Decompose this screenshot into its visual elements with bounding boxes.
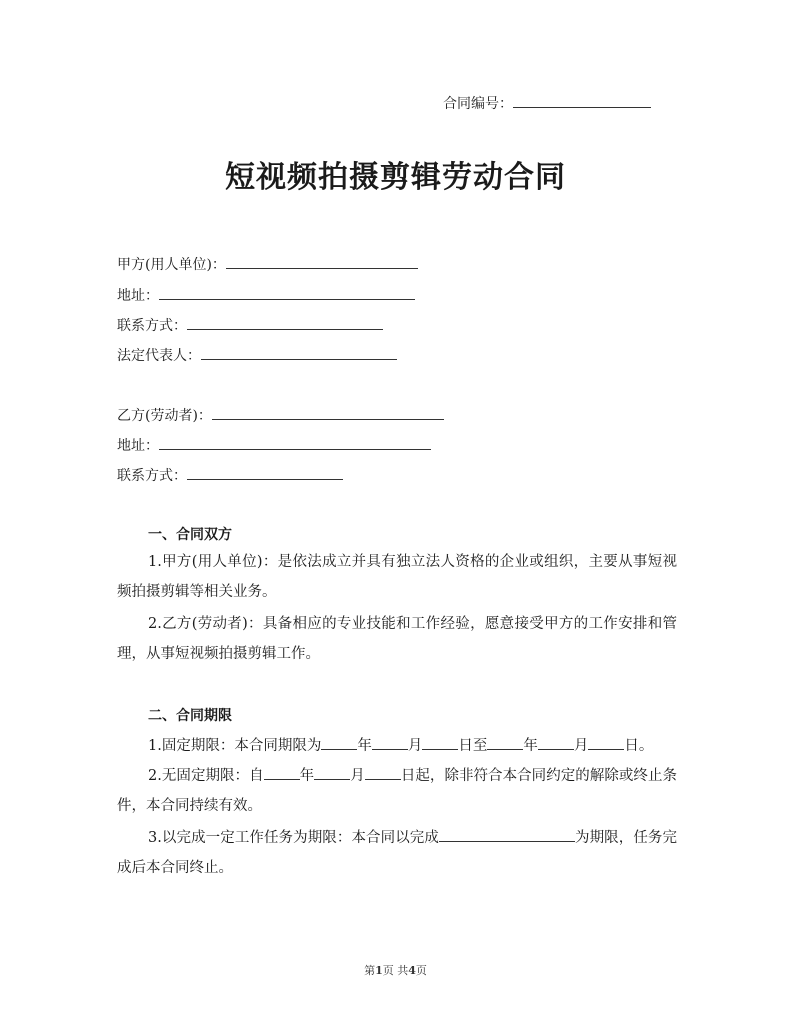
section-2-paragraph-3 [117, 823, 677, 883]
section-1-heading: 一、合同双方 [148, 527, 232, 543]
blank [487, 733, 523, 750]
party-a-address-blank [159, 285, 415, 300]
text: 年 [357, 738, 372, 754]
blank [372, 733, 408, 750]
party-a-contact-blank [187, 315, 383, 330]
footer-text: 页 [415, 964, 427, 977]
text: 2.无固定期限：自 [148, 768, 264, 784]
section-1-paragraph-2: 2.乙方(劳动者)：具备相应的专业技能和工作经验，愿意接受甲方的工作安排和管理，从事短视频拍摄剪辑工作。 [117, 616, 677, 662]
party-b-contact-blank [187, 465, 343, 480]
total-pages: 4 [408, 964, 416, 977]
text: 月 [407, 738, 423, 754]
party-a-rep-blank [201, 345, 397, 360]
text: 日至 [458, 738, 488, 754]
party-a-name-label: 甲方(用人单位)： [117, 257, 226, 273]
text: 月 [350, 768, 365, 784]
party-b-contact-field [117, 465, 343, 486]
footer-text: 第 [364, 964, 376, 977]
party-a-rep-label: 法定代表人： [117, 348, 201, 364]
party-b-name-label: 乙方(劳动者)： [117, 408, 212, 424]
contract-number-label: 合同编号： [443, 96, 513, 112]
party-b-address-blank [159, 435, 431, 450]
blank [538, 733, 574, 750]
party-a-contact-field [117, 315, 383, 336]
party-b-address-label: 地址： [117, 438, 159, 454]
party-a-rep-field [117, 345, 397, 366]
section-2-heading: 二、合同期限 [148, 708, 232, 724]
blank [314, 763, 350, 780]
text: 1.固定期限：本合同期限为 [148, 738, 322, 754]
document-title: 短视频拍摄剪辑劳动合同 [225, 160, 566, 195]
section-2-paragraph-2 [117, 761, 677, 821]
blank [365, 763, 401, 780]
blank [588, 733, 624, 750]
blank [264, 763, 300, 780]
party-b-name-field [117, 405, 444, 426]
current-page: 1 [375, 964, 383, 977]
blank [321, 733, 357, 750]
party-b-contact-label: 联系方式： [117, 468, 187, 484]
footer-text: 页 共 [382, 964, 409, 977]
blank [439, 825, 575, 842]
section-2-paragraph-1 [117, 731, 677, 761]
text: 年 [523, 738, 538, 754]
contract-number [443, 93, 651, 113]
text: 年 [299, 768, 315, 784]
party-b-name-blank [212, 405, 444, 420]
party-a-address-field [117, 285, 415, 306]
text: 日。 [624, 738, 654, 754]
party-a-name-blank [226, 254, 418, 269]
text: 月 [573, 738, 589, 754]
party-a-contact-label: 联系方式： [117, 318, 187, 334]
party-a-address-label: 地址： [117, 288, 159, 304]
party-b-address-field [117, 435, 431, 456]
party-a-name-field [117, 254, 418, 275]
page-footer [0, 962, 791, 978]
text: 3.以完成一定工作任务为期限：本合同以完成 [148, 830, 439, 846]
text: 为期限，任务完成后本合同终止。 [117, 830, 677, 876]
text: 日起，除非符合本合同约定的解除或终止条件，本合同持续有效。 [117, 768, 678, 814]
section-1-paragraph-1: 1.甲方(用人单位)：是依法成立并具有独立法人资格的企业或组织，主要从事短视频拍摄剪辑等相关业务。 [117, 554, 677, 600]
blank [422, 733, 458, 750]
contract-number-blank [513, 93, 651, 108]
